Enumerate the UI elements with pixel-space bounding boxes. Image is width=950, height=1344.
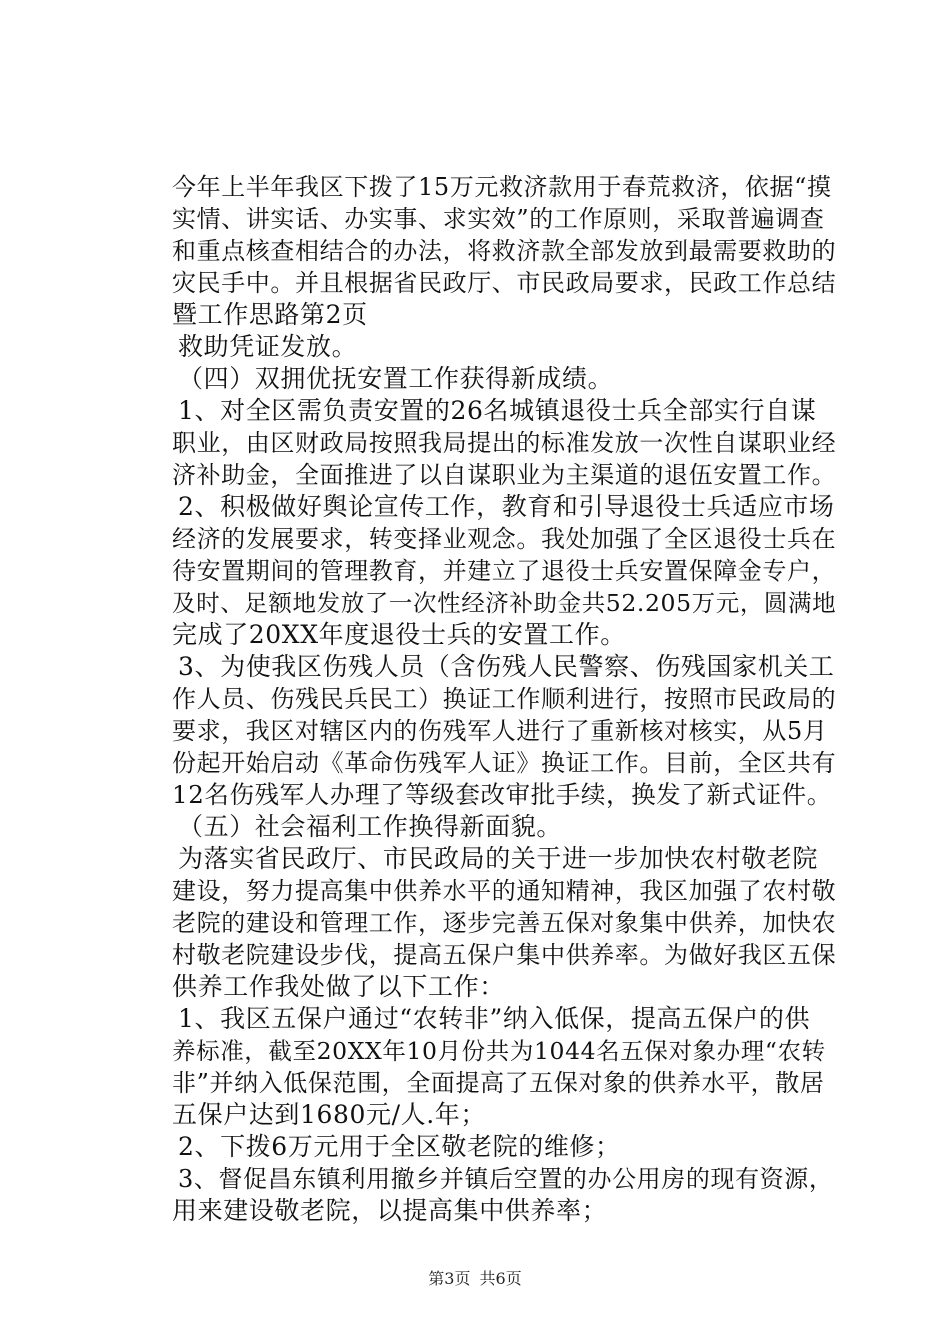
text-line: 2、积极做好舆论宣传工作，教育和引导退役士兵适应市场 bbox=[178, 492, 835, 521]
text-line: 村敬老院建设步伐，提高五保户集中供养率。为做好我区五保 bbox=[172, 941, 837, 969]
text-line: 经济的发展要求，转变择业观念。我处加强了全区退役士兵在 bbox=[172, 525, 837, 553]
text-line: 3、督促昌东镇利用撤乡并镇后空置的办公用房的现有资源， bbox=[178, 1165, 834, 1193]
text-line: 1、对全区需负责安置的26名城镇退役士兵全部实行自谋 bbox=[178, 396, 817, 425]
text-line: 暨工作思路第2页 bbox=[172, 300, 368, 329]
page-footer bbox=[0, 1266, 950, 1289]
text-line: 实情、讲实话、办实事、求实效”的工作原则，采取普遍调查 bbox=[172, 205, 825, 233]
page-total: 共6页 bbox=[479, 1269, 522, 1288]
text-line: 3、为使我区伤残人员（含伤残人民警察、伤残国家机关工 bbox=[178, 652, 835, 681]
text-line: 建设，努力提高集中供养水平的通知精神，我区加强了农村敬 bbox=[172, 877, 837, 905]
text-line: 救助凭证发放。 bbox=[178, 332, 358, 361]
text-line: 和重点核查相结合的办法，将救济款全部发放到最需要救助的 bbox=[172, 237, 837, 265]
document-body bbox=[172, 171, 837, 1227]
text-line: 非”并纳入低保范围，全面提高了五保对象的供养水平，散居 bbox=[172, 1069, 825, 1097]
text-line: 今年上半年我区下拨了15万元救济款用于春荒救济，依据“摸 bbox=[172, 173, 832, 201]
text-line: 济补助金，全面推进了以自谋职业为主渠道的退伍安置工作。 bbox=[172, 461, 837, 489]
text-line: 为落实省民政厅、市民政局的关于进一步加快农村敬老院 bbox=[178, 844, 819, 873]
section-heading: （四）双拥优抚安置工作获得新成绩。 bbox=[178, 364, 614, 393]
text-line: 份起开始启动《革命伤残军人证》换证工作。目前，全区共有 bbox=[172, 749, 837, 777]
section-heading: （五）社会福利工作换得新面貌。 bbox=[178, 812, 563, 841]
text-line: 及时、足额地发放了一次性经济补助金共52.205万元，圆满地 bbox=[172, 589, 837, 617]
text-line: 供养工作我处做了以下工作： bbox=[172, 972, 505, 1001]
text-line: 完成了20XX年度退役士兵的安置工作。 bbox=[172, 620, 626, 649]
text-line: 养标准，截至20XX年10月份共为1044名五保对象办理“农转 bbox=[172, 1037, 826, 1065]
text-line: 12名伤残军人办理了等级套改审批手续，换发了新式证件。 bbox=[172, 780, 832, 809]
text-line: 五保户达到1680元/人.年； bbox=[172, 1100, 486, 1129]
text-line: 要求，我区对辖区内的伤残军人进行了重新核对核实，从5月 bbox=[172, 717, 828, 745]
text-line: 1、我区五保户通过“农转非”纳入低保，提高五保户的供 bbox=[178, 1004, 811, 1033]
text-line: 待安置期间的管理教育，并建立了退役士兵安置保障金专户， bbox=[172, 557, 837, 585]
text-line: 灾民手中。并且根据省民政厅、市民政局要求，民政工作总结 bbox=[172, 269, 837, 297]
text-line: 老院的建设和管理工作，逐步完善五保对象集中供养，加快农 bbox=[172, 909, 837, 937]
text-line: 作人员、伤残民兵民工）换证工作顺利进行，按照市民政局的 bbox=[172, 685, 837, 713]
page-number: 第3页 bbox=[428, 1269, 471, 1288]
text-line: 2、下拨6万元用于全区敬老院的维修； bbox=[178, 1132, 621, 1161]
text-line: 职业，由区财政局按照我局提出的标准发放一次性自谋职业经 bbox=[172, 429, 837, 457]
text-line: 用来建设敬老院，以提高集中供养率； bbox=[172, 1196, 608, 1225]
